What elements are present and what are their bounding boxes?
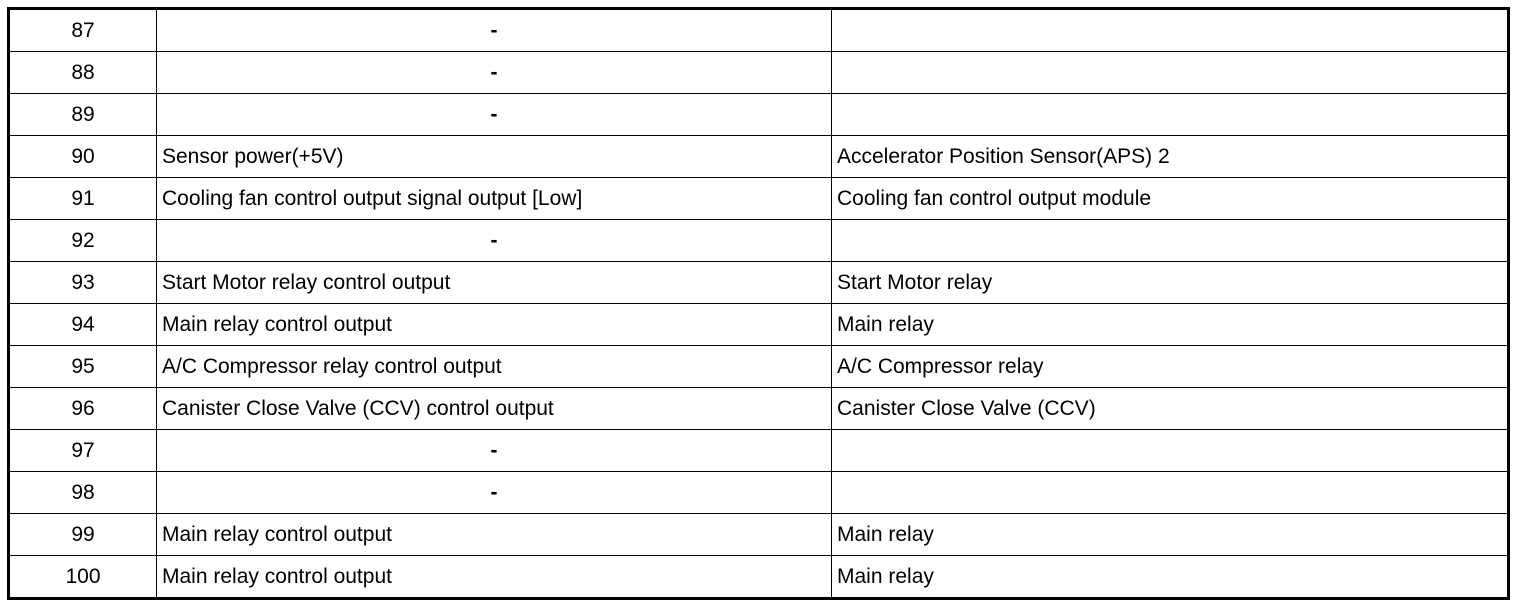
description-cell: - xyxy=(157,52,832,94)
connected-to-cell: Start Motor relay xyxy=(832,262,1509,304)
description-cell: Start Motor relay control output xyxy=(157,262,832,304)
description-cell: - xyxy=(157,9,832,52)
pin-number-cell: 89 xyxy=(9,94,157,136)
description-cell: A/C Compressor relay control output xyxy=(157,346,832,388)
pin-number-cell: 94 xyxy=(9,304,157,346)
pin-table xyxy=(7,7,1510,600)
table-row xyxy=(9,556,1509,599)
description-cell: - xyxy=(157,472,832,514)
table-row xyxy=(9,262,1509,304)
description-cell: - xyxy=(157,430,832,472)
table-row xyxy=(9,514,1509,556)
connected-to-cell: Cooling fan control output module xyxy=(832,178,1509,220)
pin-number-cell: 100 xyxy=(9,556,157,599)
pin-number-cell: 96 xyxy=(9,388,157,430)
pin-number-cell: 88 xyxy=(9,52,157,94)
description-cell: Main relay control output xyxy=(157,514,832,556)
description-cell: - xyxy=(157,220,832,262)
pin-number-cell: 95 xyxy=(9,346,157,388)
pin-number-cell: 98 xyxy=(9,472,157,514)
table-row xyxy=(9,94,1509,136)
pin-number-cell: 99 xyxy=(9,514,157,556)
connected-to-cell: Main relay xyxy=(832,304,1509,346)
connected-to-cell xyxy=(832,94,1509,136)
pin-number-cell: 97 xyxy=(9,430,157,472)
table-row xyxy=(9,52,1509,94)
pin-number-cell: 92 xyxy=(9,220,157,262)
connected-to-cell: Main relay xyxy=(832,556,1509,599)
connected-to-cell xyxy=(832,430,1509,472)
description-cell: Canister Close Valve (CCV) control output xyxy=(157,388,832,430)
table-row xyxy=(9,430,1509,472)
description-cell: Main relay control output xyxy=(157,556,832,599)
table-row xyxy=(9,472,1509,514)
pin-number-cell: 87 xyxy=(9,9,157,52)
connected-to-cell: A/C Compressor relay xyxy=(832,346,1509,388)
pin-number-cell: 90 xyxy=(9,136,157,178)
connected-to-cell xyxy=(832,472,1509,514)
pin-number-cell: 93 xyxy=(9,262,157,304)
table-row xyxy=(9,136,1509,178)
connected-to-cell: Canister Close Valve (CCV) xyxy=(832,388,1509,430)
table-row xyxy=(9,388,1509,430)
connected-to-cell xyxy=(832,52,1509,94)
connected-to-cell: Accelerator Position Sensor(APS) 2 xyxy=(832,136,1509,178)
description-cell: - xyxy=(157,94,832,136)
description-cell: Cooling fan control output signal output [Low] xyxy=(157,178,832,220)
description-cell: Sensor power(+5V) xyxy=(157,136,832,178)
table-row xyxy=(9,178,1509,220)
description-cell: Main relay control output xyxy=(157,304,832,346)
connected-to-cell: Main relay xyxy=(832,514,1509,556)
table-row xyxy=(9,220,1509,262)
pin-number-cell: 91 xyxy=(9,178,157,220)
connected-to-cell xyxy=(832,9,1509,52)
table-row xyxy=(9,346,1509,388)
connected-to-cell xyxy=(832,220,1509,262)
pin-table-body xyxy=(9,9,1509,599)
table-row xyxy=(9,9,1509,52)
table-row xyxy=(9,304,1509,346)
